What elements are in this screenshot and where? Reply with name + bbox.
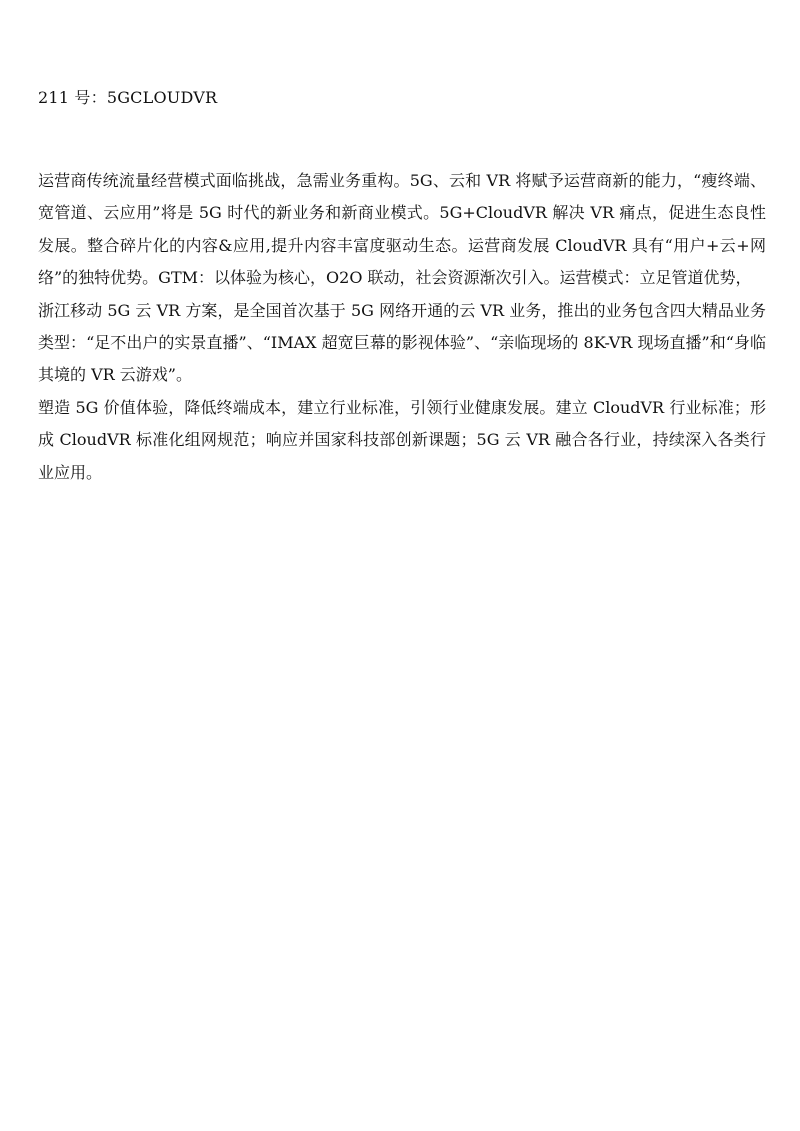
document-body bbox=[38, 165, 766, 489]
paragraph-industry-standards: 塑造 5G 价值体验，降低终端成本，建立行业标准，引领行业健康发展。建立 CloudVR 行业标准；形成 CloudVR 标准化组网规范；响应并国家科技部创新课题；5G 云 VR 融合各行业，持续深入各类行业应用。 bbox=[38, 397, 766, 482]
paragraph-zhejiang-mobile-solution: 浙江移动 5G 云 VR 方案，是全国首次基于 5G 网络开通的云 VR 业务，推出的业务包含四大精品业务类型：“足不出户的实景直播”、“IMAX 超宽巨幕的影视体验”、“亲临现场的 8K-VR 现场直播”和“身临其境的 VR 云游戏”。 bbox=[38, 300, 766, 385]
paragraph-operator-challenges: 运营商传统流量经营模式面临挑战，急需业务重构。5G、云和 VR 将赋予运营商新的能力，“瘦终端、宽管道、云应用”将是 5G 时代的新业务和新商业模式。5G+CloudVR 解决 VR 痛点，促进生态良性发展。整合碎片化的内容&应用,提升内容丰富度驱动生态。运营商发展 CloudVR 具有“用户+云+网络”的独特优势。GTM：以体验为核心，O2O 联动，社会资源渐次引入。运营模式：立足管道优势， bbox=[38, 171, 766, 288]
document-title: 211 号：5GCLOUDVR bbox=[38, 88, 218, 107]
